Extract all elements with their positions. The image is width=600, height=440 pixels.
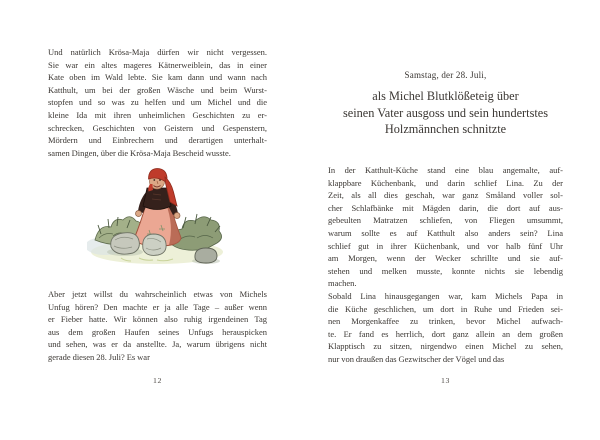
text-line: Katthult, um bei der großen Wäsche und beim Wurst- [48, 84, 267, 95]
text-line: und sehen, was er da anstellte. Ja, warum übrigens nicht [48, 339, 267, 350]
left-paragraph-2 [48, 288, 267, 364]
text-line: er Fieber hatte. Wir können also ruhig irgendeinen Tag [48, 314, 267, 325]
text-line: gerade diesen 28. Juli? Es war [48, 351, 150, 362]
stone-right [195, 248, 217, 263]
text-line: Sie war ein altes mageres Kätnerweiblein, das in einer [48, 59, 267, 70]
page-number-right: 13 [441, 376, 450, 385]
chapter-title [328, 88, 563, 138]
figure-hand-right [174, 213, 180, 219]
text-line: als Michel Blutklößeteig über [372, 89, 519, 103]
text-line: Zeit, als all dies geschah, war ganz Småland voller sol- [328, 190, 563, 201]
text-line: nur von draußen das Gezwitscher der Vögel und das [328, 353, 505, 364]
figure-hand-left [136, 211, 142, 217]
kroesa-maja-illustration [87, 168, 227, 268]
text-line: nen Morgenkaffee zu trinken, bevor Michel aufwach- [328, 316, 563, 327]
text-line: Holzmännchen schnitzte [384, 122, 507, 136]
left-paragraph-1 [48, 46, 267, 159]
text-line: gebeulten Matratzen schliefen, von Fliegen umsummt, [328, 215, 563, 226]
text-line: machen. [328, 278, 357, 289]
text-line: stopfen und so was zu helfen und um Michel und die [48, 97, 267, 108]
text-line: am Morgen, wenn der Wecker schrillte und sie auf- [328, 253, 563, 264]
text-line: schrecken, Geschichten von Geistern und Gespenstern, [48, 122, 267, 133]
text-line: Sobald Lina hinausgegangen war, kam Michels Papa in [328, 291, 563, 301]
figure-bodice [143, 188, 171, 210]
text-line: warum sollte es auf Katthult also anders sein? Lina [328, 227, 563, 238]
text-line: stehen und melken musste, konnte nichts sie lebendig [328, 265, 563, 276]
stone-center [143, 234, 166, 255]
chapter-date: Samstag, der 28. Juli, [404, 70, 487, 80]
text-line: cher Schlafbänke mit Mägden darin, die dort auf aus- [328, 202, 563, 213]
left-page [48, 0, 267, 440]
right-page [328, 0, 563, 440]
text-line: samen Dingen, über die Krösa-Maja Bescheid wusste. [48, 147, 231, 158]
text-line: seinen Vater ausgoss und sein hundertstes [342, 105, 549, 120]
page-number-left: 12 [153, 376, 162, 385]
text-line: Aber jetzt willst du wahrscheinlich etwas von Michels [48, 289, 267, 299]
stone-left [111, 233, 140, 254]
text-line: Kate oben im Wald lebte. Sie kam dann und wann nach [48, 72, 267, 83]
text-line: Und natürlich Krösa-Maja dürfen wir nicht vergessen. [48, 47, 267, 57]
text-line: Unfug hören? Den machte er ja alle Tage – außer wenn [48, 301, 267, 312]
text-line: Klapptisch zu sitzen, nirgendwo einen Michel zu sehen, [328, 341, 563, 352]
right-paragraph-1 [328, 164, 563, 290]
text-line: Mördern und Einbrechern und derartigen unterhalt- [48, 135, 267, 146]
text-line: die Küche geschlichen, um dort in Ruhe und Frieden sei- [328, 303, 563, 314]
text-line: schlief gut in ihrer Küchenbank, und vor halb fünf Uhr [328, 240, 563, 251]
text-line: aus dem großen Haufen seines Unfugs herauspicken [48, 326, 267, 337]
text-line: klappbare Küchenbank, und darin schlief Lina. Zu der [328, 177, 563, 188]
text-line: In der Katthult-Küche stand eine blau angemalte, auf- [328, 165, 563, 175]
right-paragraph-2 [328, 290, 563, 366]
text-line: te. Er fand es herrlich, dort ganz allein an dem großen [328, 328, 563, 339]
text-line: kleine Ida mit ihren unheimlichen Geschichten zu er- [48, 109, 267, 120]
